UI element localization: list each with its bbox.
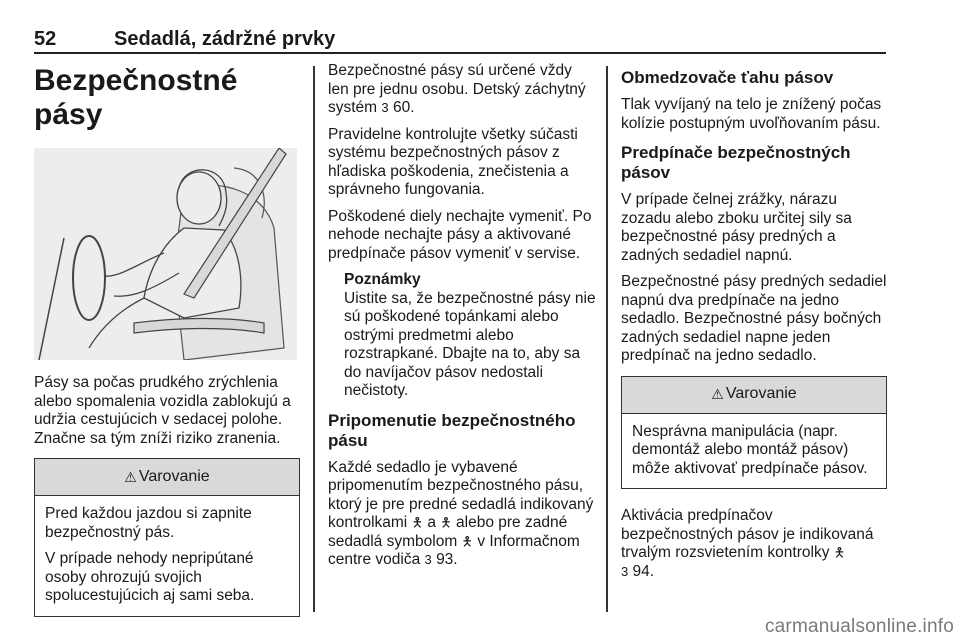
paragraph-load-limiters: Tlak vyvíjaný na telo je znížený počas kolízie postupným uvoľňovaním pásu. xyxy=(621,96,882,132)
warning-heading-text: Varovanie xyxy=(138,467,210,485)
subheading-load-limiters: Obmedzovače ťahu pásov xyxy=(621,68,834,87)
page-number: 52 xyxy=(34,28,57,50)
note-block xyxy=(328,271,596,401)
warning-text-1: Pred každou jazdou si zapnite bezpečnostný pás. xyxy=(45,505,252,541)
subheading-pretensioners: Predpínače bezpečnostných pásov xyxy=(621,143,851,182)
airbag-indicator-icon: 🯅 xyxy=(833,545,846,560)
reference-arrow-icon: 3 xyxy=(381,100,389,115)
section-title: Bezpečnostné pásy xyxy=(34,64,238,131)
watermark: carmanualsonline.info xyxy=(764,616,954,637)
paragraph-pretensioners-1: V prípade čelnej zrážky, nárazu zozadu alebo zboku určitej sily sa bezpečnostné pásy predných a zadných sedadiel napnú. xyxy=(621,191,852,264)
reference-arrow-icon: 3 xyxy=(424,552,432,567)
intro-paragraph: Pásy sa počas prudkého zrýchlenia alebo spomalenia vozidla zablokujú a udržia cestujúcich v sedacej polohe. Značne sa tým zníži riziko zranenia. xyxy=(34,374,291,447)
warning-box-1 xyxy=(34,458,300,617)
seatbelt-illustration xyxy=(34,148,297,360)
seatbelt-warning-icon: 🯅 xyxy=(411,515,424,530)
paragraph-replacement: Poškodené diely nechajte vymeniť. Po nehode nechajte pásy a aktivované predpínače pásov vymeniť v servise. xyxy=(328,207,592,262)
column-1 xyxy=(34,62,300,617)
subheading-belt-reminder: Pripomenutie bezpečnostného pásu xyxy=(328,410,576,450)
warning-icon: ⚠ xyxy=(711,386,724,403)
warning-body xyxy=(622,414,886,489)
warning-body xyxy=(35,496,299,616)
page-reference[interactable]: 93. xyxy=(436,551,458,568)
warning-box-2 xyxy=(621,376,887,490)
seatbelt-warning-2-icon: 🯅 xyxy=(440,515,452,530)
running-title: Sedadlá, zádržné prvky xyxy=(114,28,336,50)
column-divider-2 xyxy=(606,66,608,612)
paragraph-belt-reminder: Každé sedadlo je vybavené pripomenutím bezpečnostného pásu, ktorý je pre predné sedadlá indikovaný kontrolkami 🯅 a 🯅 alebo pre zadné sedadlá symbolom 🯅 v Informačnom centre vodiča 3 93. xyxy=(328,458,594,568)
header-divider xyxy=(34,52,886,54)
warning-icon: ⚠ xyxy=(124,468,137,485)
paragraph-activation: Aktivácia predpínačov bezpečnostných pásov je indikovaná trvalým rozsvietením kontrolky 🯅 3 94. xyxy=(621,507,874,580)
note-text: Uistite sa, že bezpečnostné pásy nie sú poškodené topánkami alebo ostrými predmetmi alebo rozstrapkané. Dbajte na to, aby sa do navíjačov pásov nedostali nečistoty. xyxy=(344,289,596,399)
page-reference[interactable]: 60. xyxy=(392,99,415,116)
page-reference[interactable]: 94. xyxy=(632,562,655,580)
paragraph-pretensioners-2: Bezpečnostné pásy predných sedadiel napnú dva predpínače na jedno sedadlo. Bezpečnostné pásy bočných zadných sedadiel napne jeden predpínač na jedno sedadlo. xyxy=(621,273,887,364)
rear-seatbelt-icon: 🯅 xyxy=(461,533,473,549)
note-title: Poznámky xyxy=(344,271,421,288)
column-2 xyxy=(328,62,596,578)
warning-text: Nesprávna manipulácia (napr. demontáž alebo montáž pásov) môže aktivovať predpínače pásov. xyxy=(632,422,868,477)
paragraph-inspection: Pravidelne kontrolujte všetky súčasti systému bezpečnostných pásov z hľadiska poškodenia, znečistenia a správneho fungovania. xyxy=(328,125,578,198)
column-divider-1 xyxy=(313,66,315,612)
warning-heading xyxy=(35,459,299,496)
reference-arrow-icon: 3 xyxy=(621,563,629,579)
driver-with-seatbelt-drawing xyxy=(34,148,297,360)
warning-heading-text: Varovanie xyxy=(725,385,797,403)
column-3 xyxy=(621,62,887,589)
warning-text-2: V prípade nehody nepripútané osoby ohrozujú svojich spolucestujúcich aj sami seba. xyxy=(45,550,255,604)
paragraph-one-person: Bezpečnostné pásy sú určené vždy len pre jednu osobu. Detský záchytný systém 3 60. xyxy=(328,62,586,116)
warning-heading xyxy=(622,377,886,414)
